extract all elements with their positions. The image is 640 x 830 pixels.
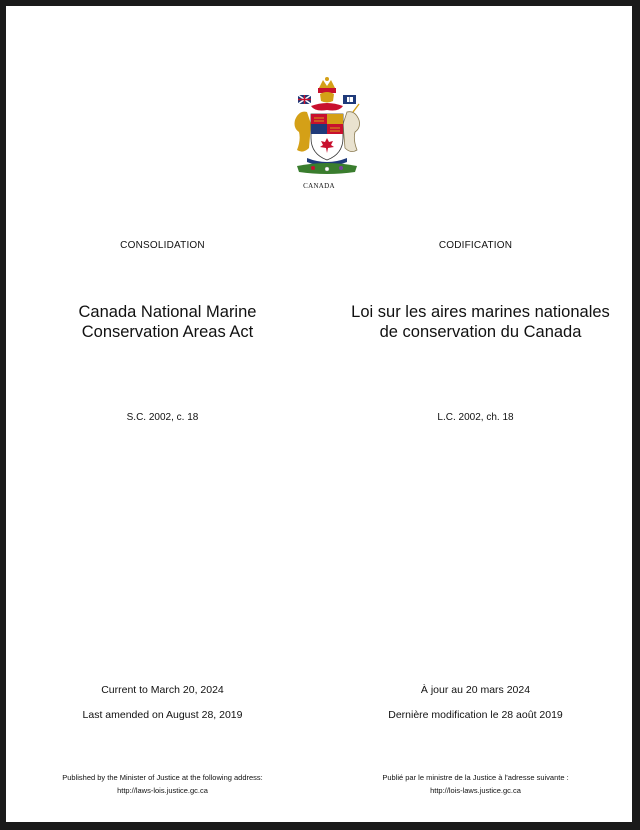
codification-label: CODIFICATION [438,240,513,251]
publisher-note-english [6,771,319,797]
current-date-english: Current to March 20, 2024 [101,684,224,696]
act-title-english: Canada National Marine Conservation Areas Act [78,303,257,341]
publisher-note-french [319,771,632,797]
consolidation-label: CONSOLIDATION [120,240,205,251]
publisher-url-english[interactable]: http://laws-lois.justice.gc.ca [117,786,208,795]
country-label: CANADA [303,182,335,190]
current-date-french: À jour au 20 mars 2024 [420,684,531,696]
publisher-line-french: Publié par le ministre de la Justice à l’adresse suivante : [382,773,569,782]
statute-citation-english: S.C. 2002, c. 18 [126,412,199,423]
french-column [319,6,632,822]
last-amended-french: Dernière modification le 28 août 2019 [388,709,563,721]
publisher-line-english: Published by the Minister of Justice at the following address: [62,773,263,782]
last-amended-english: Last amended on August 28, 2019 [82,709,243,721]
publisher-url-french[interactable]: http://lois-laws.justice.gc.ca [430,786,521,795]
act-title-french: Loi sur les aires marines nationales de conservation du Canada [351,303,610,341]
document-page [6,6,632,822]
english-column [6,6,319,822]
statute-citation-french: L.C. 2002, ch. 18 [437,412,514,423]
